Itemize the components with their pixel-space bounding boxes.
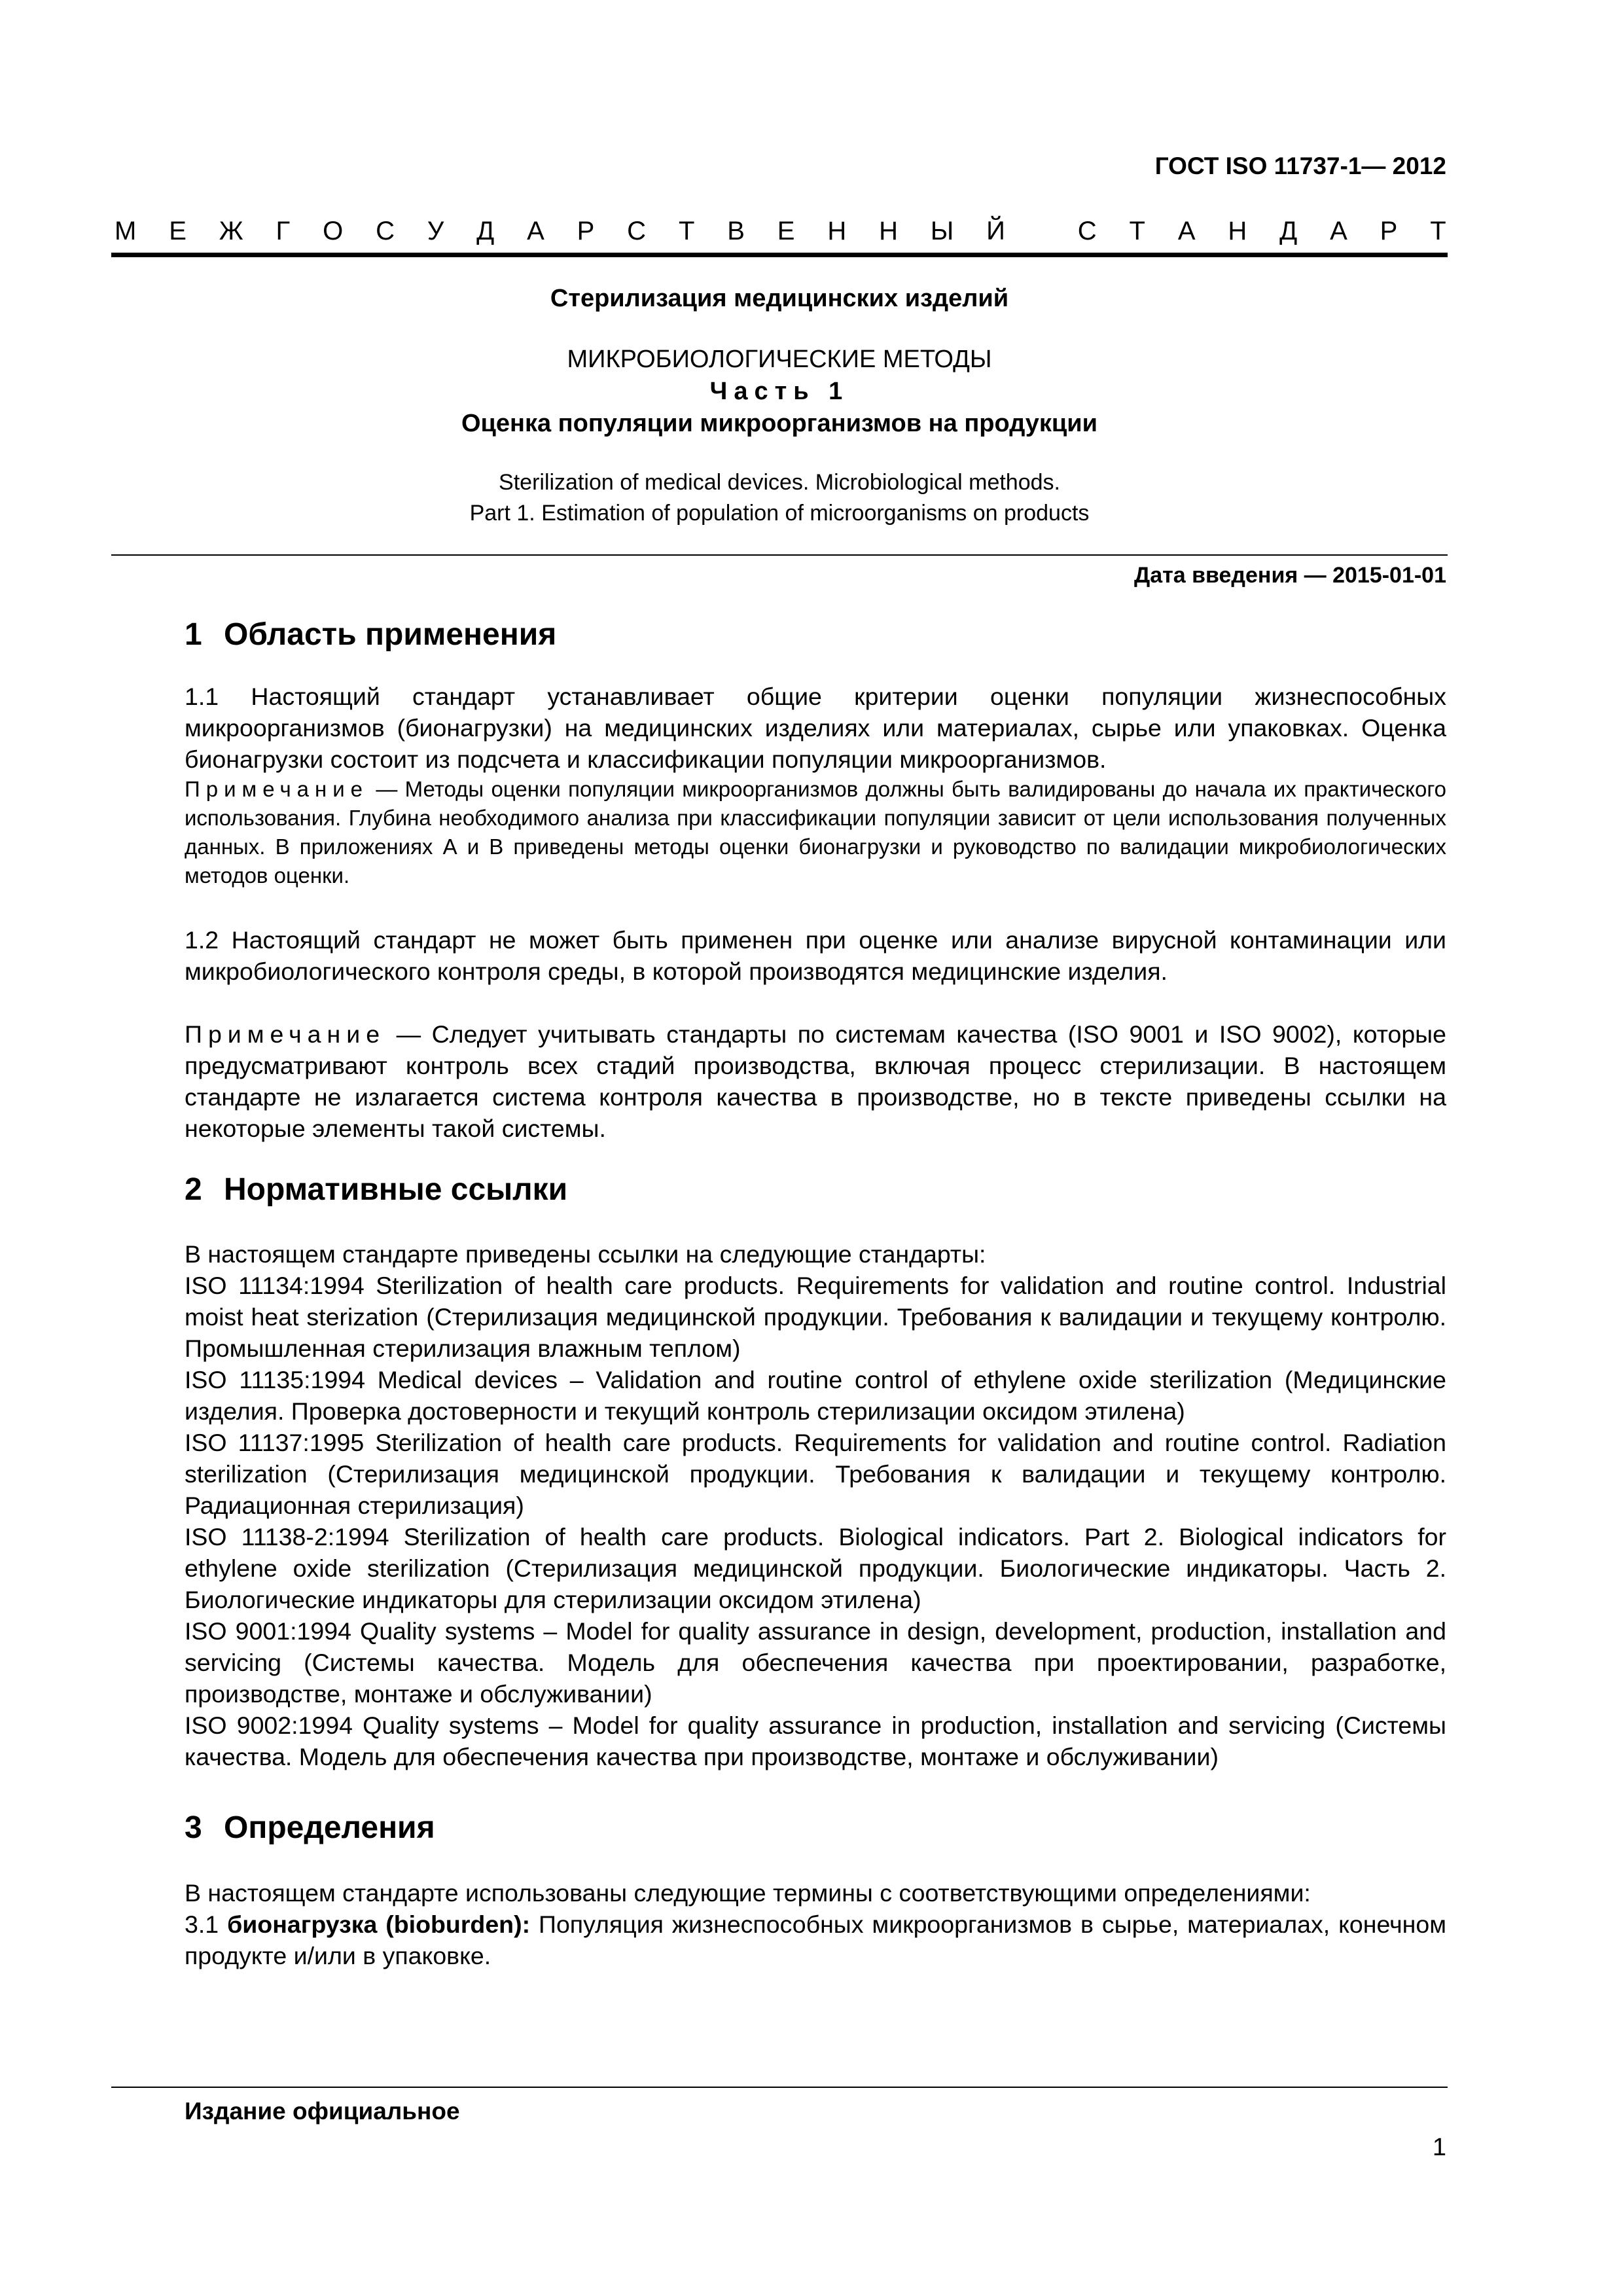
banner-letter: С — [627, 217, 647, 245]
note-1 — [118, 775, 1446, 890]
banner-letter: А — [527, 217, 544, 245]
banner-letter: Г — [276, 217, 291, 245]
reference-item: ISO 9002:1994 Quality systems – Model for quality assurance in production, installation and servicing (Системы качества. Модель для обеспечения качества при производстве, монтаже и обслуживании) — [185, 1712, 1446, 1770]
title-main: МИКРОБИОЛОГИЧЕСКИЕ МЕТОДЫ — [567, 346, 992, 373]
banner-letter: Н — [1228, 217, 1247, 245]
banner-letter — [1038, 217, 1045, 246]
section-number: 1 — [185, 617, 202, 652]
definition-number: 3.1 — [185, 1910, 219, 1938]
definition-3-1 — [118, 1909, 1446, 1971]
banner-letter: Р — [577, 217, 595, 245]
note-text: — Методы оценки популяции микроорганизмов должны быть валидированы до начала их практического использования. Глубина необходимого анализа при классификации популяции зависит от цели использования полученных данных. В приложениях А и В приведены методы оценки бионагрузки и руководство по валидации микробиологических методов оценки. — [185, 777, 1446, 888]
banner-letter: Й — [986, 217, 1006, 245]
reference-item: ISO 11137:1995 Sterilization of health care products. Requirements for validation and routine control. Radiation sterilization (Стерилизация медицинской продукции. Требования к валидации и текущему контролю. Радиационная стерилизация) — [185, 1429, 1446, 1519]
note-text: — Следует учитывать стандарты по системам качества (ISO 9001 и ISO 9002), которые предусматривают контроль всех стадий производства, включая процесс стерилизации. В настоящем стандарте не излагается система контроля качества в производстве, но в тексте приведены ссылки на некоторые элементы такой системы. — [185, 1020, 1446, 1142]
title-rule — [111, 554, 1448, 556]
title-english-line1: Sterilization of medical devices. Microbiological methods. — [499, 470, 1060, 495]
edition-label: Издание официальное — [185, 2098, 460, 2125]
note-2 — [118, 1018, 1446, 1144]
note-label: Примечание — [185, 777, 369, 801]
banner-letter: О — [323, 217, 344, 245]
banner-letter: С — [1077, 217, 1097, 245]
banner-letter: Д — [476, 217, 495, 245]
section-title: Определения — [224, 1810, 435, 1845]
standard-code: ГОСТ ISO 11737-1— 2012 — [1154, 152, 1446, 179]
banner-letter: У — [427, 217, 444, 245]
banner-letter: Т — [1129, 217, 1146, 245]
banner-letter: С — [376, 217, 395, 245]
section-title: Нормативные ссылки — [224, 1172, 568, 1207]
references-list — [118, 1238, 1446, 1772]
banner-letter: Р — [1380, 217, 1398, 245]
page-number: 1 — [1432, 2134, 1446, 2161]
reference-item: ISO 11138-2:1994 Sterilization of health care products. Biological indicators. Part 2. Biological indicators for ethylene oxide sterilization (Стерилизация медицинской продукции. Биологические индикаторы. Часть 2. Биологические индикаторы для стерилизации оксидом этилена) — [185, 1523, 1446, 1613]
header-rule — [111, 253, 1448, 257]
title-subtitle: Оценка популяции микроорганизмов на продукции — [461, 410, 1098, 437]
banner-letter: Т — [1430, 217, 1446, 245]
definitions — [118, 1877, 1446, 1971]
section-title: Область применения — [224, 617, 557, 652]
reference-item: ISO 11134:1994 Sterilization of health care products. Requirements for validation and routine control. Industrial moist heat sterization (Стерилизация медицинской продукции. Требования к валидации и текущему контролю. Промышленная стерилизация влажным теплом) — [185, 1272, 1446, 1362]
section-1-heading — [185, 617, 556, 653]
footer-rule — [111, 2087, 1448, 2088]
definitions-intro: В настоящем стандарте использованы следующие термины с соответствующими определениями: — [185, 1879, 1311, 1907]
banner-letter: В — [727, 217, 745, 245]
interstate-standard-banner — [115, 217, 1446, 246]
section-3-heading — [185, 1810, 435, 1846]
banner-letter: А — [1177, 217, 1196, 245]
title-english-line2: Part 1. Estimation of population of microorganisms on products — [469, 501, 1090, 526]
paragraph-1-2: 1.2 Настоящий стандарт не может быть применен при оценке или анализе вирусной контаминации или микробиологического контроля среды, в которой производятся медицинские изделия. — [185, 926, 1446, 985]
definition-text: Популяция жизнеспособных микроорганизмов в сырье, материалах, конечном продукте и/или в упаковке. — [185, 1910, 1446, 1969]
banner-letter: Ж — [219, 217, 243, 245]
section-2-heading — [185, 1172, 567, 1208]
reference-item: ISO 11135:1994 Medical devices – Validation and routine control of ethylene oxide sterilization (Медицинские изделия. Проверка достоверности и текущий контроль стерилизации оксидом этилена) — [185, 1366, 1446, 1425]
banner-letter: Е — [777, 217, 795, 245]
banner-letter: Н — [879, 217, 899, 245]
banner-letter: Е — [169, 217, 187, 245]
title-topic: Стерилизация медицинских изделий — [550, 285, 1009, 312]
references-intro: В настоящем стандарте приведены ссылки на следующие стандарты: — [185, 1240, 986, 1268]
banner-letter: А — [1330, 217, 1347, 245]
definition-term: бионагрузка (bioburden): — [227, 1910, 531, 1938]
introduction-date: Дата введения — 2015-01-01 — [1134, 563, 1446, 588]
section-number: 3 — [185, 1810, 202, 1845]
banner-letter: Т — [678, 217, 695, 245]
section-number: 2 — [185, 1172, 202, 1207]
banner-letter: М — [115, 217, 137, 245]
title-part: Часть 1 — [709, 378, 849, 405]
note-label: Примечание — [185, 1020, 386, 1048]
banner-letter: Н — [827, 217, 847, 245]
reference-item: ISO 9001:1994 Quality systems – Model for quality assurance in design, development, production, installation and servicing (Системы качества. Модель для обеспечения качества при проектировании, разработке, производстве, монтаже и обслуживании) — [185, 1617, 1446, 1708]
paragraph-1-1: 1.1 Настоящий стандарт устанавливает общие критерии оценки популяции жизнеспособных микроорганизмов (бионагрузки) на медицинских изделиях или материалах, сырье или упаковках. Оценка бионагрузки состоит из подсчета и классификации популяции микроорганизмов. — [185, 683, 1446, 773]
banner-letter: Д — [1279, 217, 1298, 245]
banner-letter: Ы — [930, 217, 954, 245]
